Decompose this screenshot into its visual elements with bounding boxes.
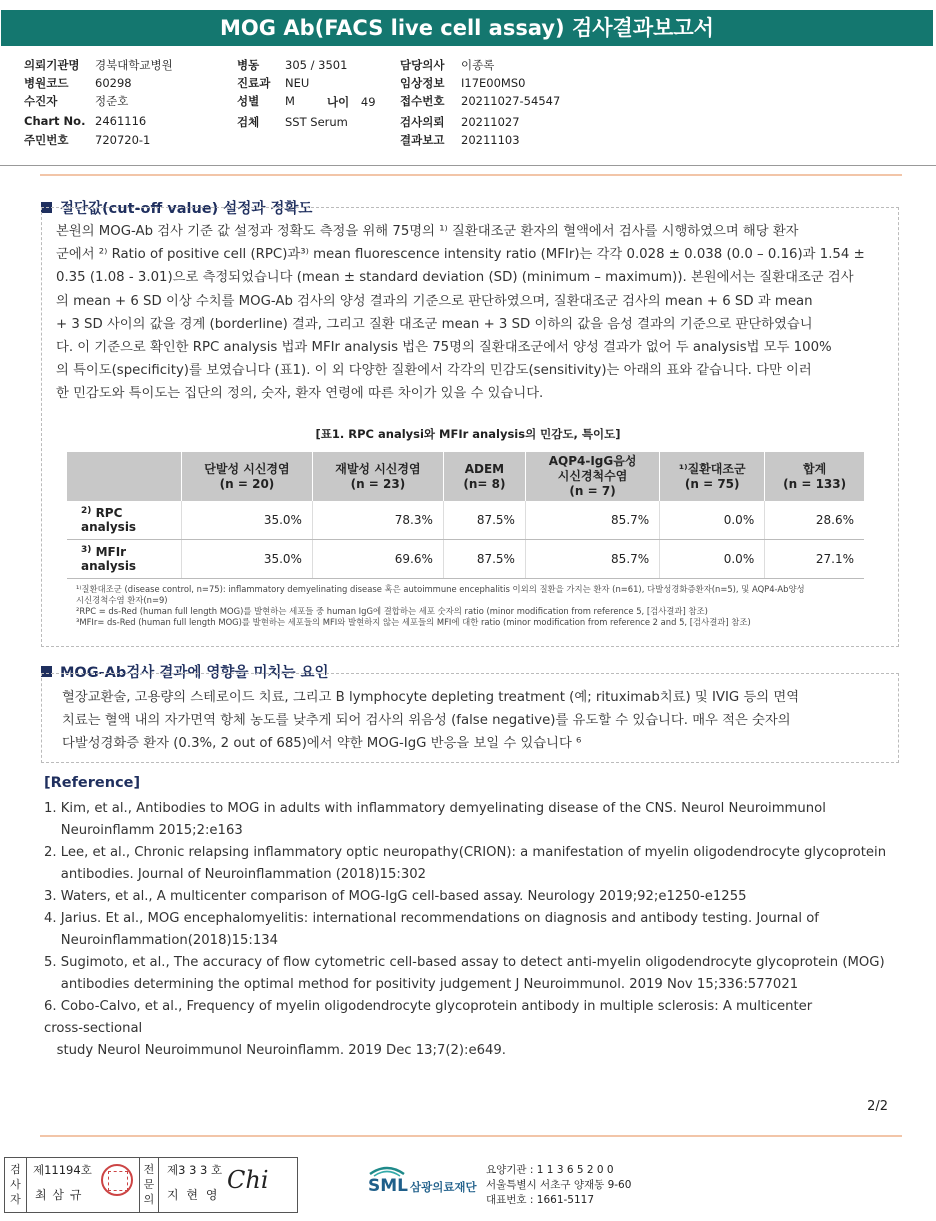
footnote-line: ³MFIr= ds-Red (human full length MOG)를 발현하는 세포들의 MFI와 발현하지 않는 세포들의 MFI에 대한 ratio (minor modification from reference 2 and 5, [검사결과] 참조) [76, 617, 751, 627]
table-cell: 87.5% [443, 501, 525, 540]
verifier-number: 제11194호 [33, 1163, 92, 1177]
table-cell: 69.6% [312, 540, 443, 579]
paragraph-line: 의 특이도(specificity)를 보였습니다 (표1). 이 외 다양한 질환에서 각각의 민감도(sensitivity)는 아래의 표와 같습니다. 다만 이러 [56, 363, 812, 379]
reference-title: [Reference] [44, 775, 141, 791]
header-field [400, 93, 560, 109]
reference-line: 6. Cobo-Calvo, et al., Frequency of myelin oligodendrocyte glycoprotein antibody in multiple sclerosis: A multicenter [44, 999, 813, 1014]
table-cell: 27.1% [765, 540, 864, 579]
header-field-label: 검사의뢰 [400, 115, 445, 129]
table-caption: [표1. RPC analysi와 MFIr analysis의 민감도, 특이도] [315, 427, 621, 441]
table-cell: 85.7% [525, 540, 659, 579]
header-field [237, 57, 347, 73]
table-row [67, 540, 864, 579]
header-field-label: 접수번호 [400, 94, 445, 108]
org-address: 서울특별시 서초구 양재동 9-60 [486, 1179, 632, 1191]
header-field-value: 정준호 [95, 94, 129, 108]
org-code: 요양기관 : 1 1 3 6 5 2 0 0 [486, 1164, 614, 1176]
header-field-label: 병원코드 [24, 76, 69, 90]
footnote-line: 시신경척수염 환자(n=9) [76, 595, 168, 605]
peach-divider-bottom [40, 1135, 902, 1137]
header-field [237, 75, 309, 91]
table-header: 재발성 시신경염 (n = 23) [312, 452, 443, 501]
org-phone: 대표번호 : 1661-5117 [486, 1194, 595, 1206]
section2-paragraph [62, 686, 892, 755]
table-header: AQP4-IgG음성 시신경척수염 (n = 7) [525, 452, 659, 501]
table-row [67, 501, 864, 540]
header-divider [0, 165, 936, 166]
table-cell: 0.0% [660, 501, 765, 540]
section2-title: MOG-Ab검사 결과에 영향을 미치는 요인 [41, 661, 329, 682]
header-field-label: 검체 [237, 115, 260, 129]
paragraph-line: 다발성경화증 환자 (0.3%, 2 out of 685)에서 약한 MOG-IgG 반응을 보일 수 있습니다 ⁶ [62, 736, 582, 751]
footnote-line: ¹⁾질환대조군 (disease control, n=75): inflammatory demyelinating disease 혹은 autoimmune encephalitis 이외의 질환을 가지는 환자 (n=61), 다발성경화증환자(n=5), 및 AQP4-Ab양성 [76, 584, 805, 594]
paragraph-line: 본원의 MOG-Ab 검사 기준 값 설정과 정확도 측정을 위해 75명의 ¹⁾ 질환대조군 환자의 혈액에서 검사를 시행하였으며 해당 환자 [56, 224, 799, 239]
verifier-name: 최 삼 규 [35, 1188, 83, 1202]
table-cell: 78.3% [312, 501, 443, 540]
reference-line: antibodies determining the optimal method for positivity judgement J Neuroimmunol. 2019 Nov 15;336:577021 [44, 977, 799, 992]
header-field [400, 57, 494, 73]
section1-paragraph [56, 220, 886, 406]
verifier-label: 검 사 자 [5, 1158, 27, 1212]
org-name: 삼광의료재단 [410, 1180, 477, 1194]
reference-list [44, 798, 914, 1062]
paragraph-line: 치료는 혈액 내의 자가면역 항체 농도를 낮추게 되어 검사의 위음성 (false negative)를 유도할 수 있습니다. 매우 적은 숫자의 [62, 713, 791, 728]
table-cell: 35.0% [182, 540, 313, 579]
table-cell: 35.0% [182, 501, 313, 540]
table-cell: 28.6% [765, 501, 864, 540]
reference-line: 5. Sugimoto, et al., The accuracy of flow cytometric cell-based assay to detect anti-myelin oligodendrocyte glycoprotein (MOG) [44, 955, 885, 970]
footnote-line: ²RPC = ds-Red (human full length MOG)를 발현하는 세포들 중 human IgG에 결합하는 세포 숫자의 ratio (minor modification from reference 5, [검사결과] 참조) [76, 606, 708, 616]
approver-number: 제3 3 3 호 [167, 1163, 223, 1177]
header-field-label: 담당의사 [400, 58, 445, 72]
approver-label: 전 문 의 [139, 1158, 159, 1212]
row-label: $^{2)}$ RPC analysis [67, 501, 182, 540]
header-field-value: M [285, 94, 295, 108]
reference-line: 1. Kim, et al., Antibodies to MOG in adults with inflammatory demyelinating disease of the CNS. Neurol Neuroimmunol [44, 801, 826, 816]
header-field-label: 결과보고 [400, 133, 445, 147]
header-field [400, 114, 520, 130]
header-field-label: 진료과 [237, 76, 271, 90]
page-number: 2/2 [867, 1099, 888, 1114]
header-field-value: NEU [285, 76, 310, 90]
header-field [24, 114, 146, 128]
header-field-value: 2461116 [95, 114, 147, 128]
header-field [24, 93, 128, 109]
header-field-label: 병동 [237, 58, 260, 72]
table-header: 합계 (n = 133) [765, 452, 864, 501]
header-field [400, 132, 520, 148]
paragraph-line: + 3 SD 사이의 값을 경계 (borderline) 결과, 그리고 질환 대조군 mean + 3 SD 이하의 값을 음성 결과의 기준으로 판단하였습니 [56, 316, 813, 332]
header-field-label: 의뢰기관명 [24, 58, 80, 72]
table-corner [67, 452, 182, 501]
org-info [486, 1163, 631, 1208]
header-field-value: 이종록 [461, 58, 495, 72]
paragraph-line: 한 민감도와 특이도는 집단의 정의, 숫자, 환자 연령에 따른 차이가 있을 수 있습니다. [56, 386, 544, 402]
header-field [237, 93, 295, 109]
header-field [24, 57, 173, 73]
table-header: ADEM (n= 8) [443, 452, 525, 501]
org-logo: SML [366, 1162, 408, 1206]
header-field-value: 경북대학교병원 [95, 58, 173, 72]
row-label: $^{3)}$ MFIr analysis [67, 540, 182, 579]
section1-title: 절단값(cut-off value) 설정과 정확도 [41, 197, 312, 218]
reference-line: 4. Jarius. Et al., MOG encephalomyelitis: international recommendations on diagnosis and antibody testing. Journal of [44, 911, 819, 926]
reference-line: 3. Waters, et al., A multicenter comparison of MOG-IgG cell-based assay. Neurology 2019;92;e1250-e1255 [44, 889, 747, 904]
signature-box [4, 1157, 298, 1213]
header-field [24, 132, 150, 148]
header-field [24, 75, 132, 91]
reference-line: antibodies. Journal of Neuroinflammation (2018)15:302 [44, 867, 427, 882]
header-field-value: I17E00MS0 [461, 76, 526, 90]
header-field-value: 20211027-54547 [461, 94, 561, 108]
paragraph-line: 의 mean + 6 SD 이상 수치를 MOG-Ab 검사의 양성 결과의 기준으로 판단하였으며, 질환대조군 검사의 mean + 6 SD 과 mean [56, 293, 813, 309]
header-field-value: 20211103 [461, 133, 520, 147]
header-field-label: 임상정보 [400, 76, 445, 90]
reference-line: 2. Lee, et al., Chronic relapsing inflammatory optic neuropathy(CRION): a manifestation of myelin oligodendrocyte glycoprotein [44, 845, 887, 860]
report-title: MOG Ab(FACS live cell assay) 검사결과보고서 [1, 10, 933, 46]
age-label: 나이 [327, 95, 350, 109]
header-field-label: Chart No. [24, 114, 86, 128]
paragraph-line: 혈장교환술, 고용량의 스테로이드 치료, 그리고 B lymphocyte depleting treatment (예; rituximab치료) 및 IVIG 등의 면역 [62, 690, 800, 705]
header-field-label: 수진자 [24, 94, 58, 108]
table-cell: 0.0% [660, 540, 765, 579]
age-field [327, 94, 376, 110]
table-cell: 87.5% [443, 540, 525, 579]
reference-line: Neuroinflamm 2015;2:e163 [44, 823, 243, 838]
results-table [67, 452, 864, 579]
approver-name: 지 현 영 [167, 1188, 220, 1202]
header-field-value: SST Serum [285, 115, 348, 129]
reference-line: cross-sectional [44, 1021, 143, 1036]
paragraph-line: 0.35 (1.08 - 3.01)으로 측정되었습니다 (mean ± standard deviation (SD) (minimum – maximum)). 본원에서는 질환대조군 검사 [56, 270, 854, 286]
header-field-label: 성별 [237, 94, 260, 108]
reference-line: Neuroinflammation(2018)15:134 [44, 933, 278, 948]
seal-stamp-icon [101, 1164, 133, 1196]
table-header: ¹⁾질환대조군 (n = 75) [660, 452, 765, 501]
header-field-value: 60298 [95, 76, 132, 90]
header-field-label: 주민번호 [24, 133, 69, 147]
paragraph-line: 군에서 ²⁾ Ratio of positive cell (RPC)과³⁾ mean fluorescence intensity ratio (MFIr)는 각각 0.028 ± 0.038 (0.0 – 0.16)과 1.54 ± [56, 247, 865, 263]
header-field [237, 114, 348, 130]
signature: Chi [227, 1166, 269, 1194]
header-field [400, 75, 525, 91]
age-value: 49 [360, 95, 376, 109]
header-field-value: 305 / 3501 [285, 58, 348, 72]
table-header: 단발성 시신경염 (n = 20) [182, 452, 313, 501]
paragraph-line: 다. 이 기준으로 확인한 RPC analysis 법과 MFIr analysis 법은 75명의 질환대조군에서 양성 결과가 없어 두 analysis법 모두 100% [56, 340, 832, 356]
peach-divider-top [40, 174, 902, 176]
header-field-value: 20211027 [461, 115, 520, 129]
header-field-value: 720720-1 [95, 133, 151, 147]
reference-line: study Neurol Neuroimmunol Neuroinflamm. 2019 Dec 13;7(2):e649. [44, 1043, 506, 1058]
table-cell: 85.7% [525, 501, 659, 540]
